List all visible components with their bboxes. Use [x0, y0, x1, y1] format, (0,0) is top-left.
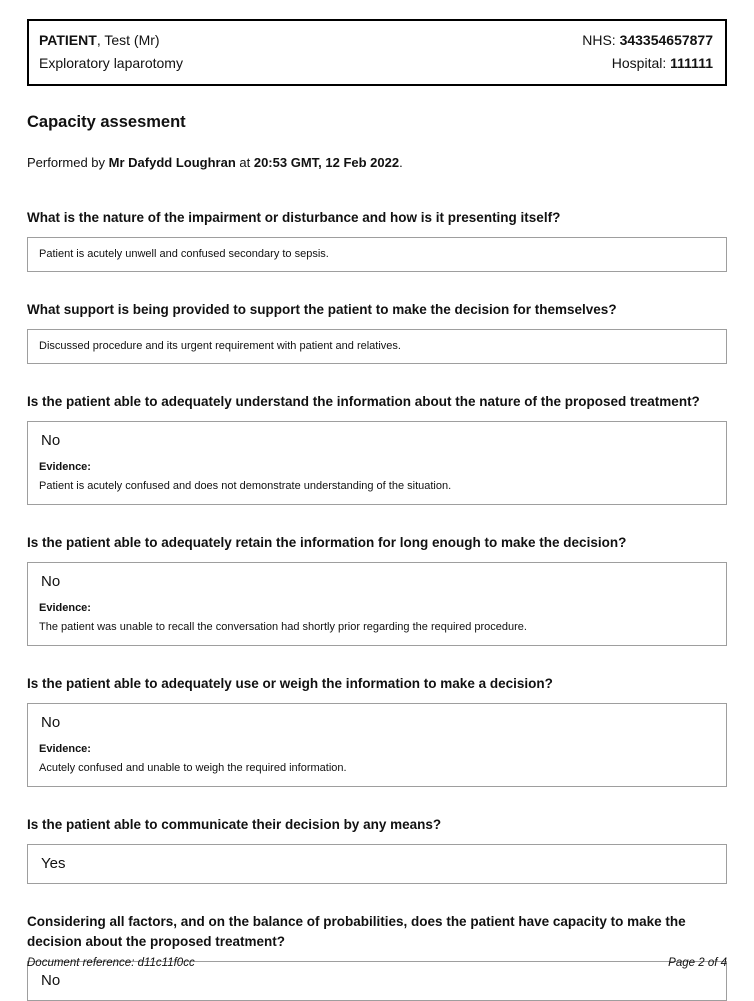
performed-by-line [27, 155, 727, 170]
page-footer [27, 957, 727, 969]
answer-box [27, 237, 727, 272]
patient-name-line [39, 29, 183, 52]
patient-label: PATIENT [39, 32, 97, 48]
patient-banner [27, 19, 727, 86]
question-block-retain [27, 533, 727, 646]
question-text: Is the patient able to adequately understand the information about the nature of the proposed treatment? [27, 394, 700, 409]
evidence-label: Evidence: [39, 743, 91, 755]
answer-text: Patient is acutely unwell and confused secondary to sepsis. [39, 248, 329, 260]
evidence-text: The patient was unable to recall the conversation had shortly prior regarding the required procedure. [39, 621, 527, 633]
patient-banner-left [39, 29, 183, 75]
question-block-weigh [27, 674, 727, 787]
question-text: Is the patient able to communicate their decision by any means? [27, 817, 442, 832]
question-text: Considering all factors, and on the balance of probabilities, does the patient have capacity to make the decision about the proposed treatment? [27, 914, 686, 949]
answer-box [27, 329, 727, 364]
page-number: Page 2 of 4 [668, 957, 727, 969]
answer-box [27, 421, 727, 505]
clinician-name: Mr Dafydd Loughran [108, 155, 236, 170]
evidence-label: Evidence: [39, 602, 91, 614]
question-block-understand [27, 392, 727, 505]
procedure-name: Exploratory laparotomy [39, 55, 183, 71]
decision-value: No [41, 573, 61, 590]
page-title: Capacity assesment [27, 113, 186, 131]
question-text: What is the nature of the impairment or disturbance and how is it presenting itself? [27, 210, 561, 225]
nhs-label: NHS: [582, 32, 620, 48]
decision-value: No [41, 432, 61, 449]
patient-banner-right [582, 29, 713, 75]
performed-by-middle: at [235, 155, 254, 170]
performed-by-suffix: . [399, 155, 403, 170]
hospital-number: 111111 [670, 55, 713, 71]
question-block-support [27, 300, 727, 364]
hospital-label: Hospital: [611, 55, 671, 71]
answer-box [27, 703, 727, 787]
question-text: Is the patient able to adequately retain the information for long enough to make the decision? [27, 535, 627, 550]
hospital-number-line [582, 52, 713, 75]
performed-datetime: 20:53 GMT, 12 Feb 2022 [253, 155, 400, 170]
evidence-text: Patient is acutely confused and does not demonstrate understanding of the situation. [39, 480, 452, 492]
answer-text: Discussed procedure and its urgent requirement with patient and relatives. [39, 340, 401, 352]
nhs-number-line [582, 29, 713, 52]
question-text: What support is being provided to support the patient to make the decision for themselves? [27, 302, 617, 317]
decision-value: No [41, 972, 61, 989]
performed-by-prefix: Performed by [27, 155, 109, 170]
decision-value: Yes [41, 855, 66, 872]
answer-box [27, 562, 727, 646]
evidence-text: Acutely confused and unable to weigh the required information. [39, 762, 347, 774]
patient-name: , Test (Mr) [96, 32, 160, 48]
question-text: Is the patient able to adequately use or weigh the information to make a decision? [27, 676, 553, 691]
question-block-impairment [27, 208, 727, 272]
document-reference: Document reference: d11c11f0cc [27, 957, 195, 969]
evidence-label: Evidence: [39, 461, 91, 473]
decision-value: No [41, 714, 61, 731]
nhs-number: 343354657877 [619, 32, 713, 48]
answer-box [27, 844, 727, 884]
question-block-communicate [27, 815, 727, 884]
